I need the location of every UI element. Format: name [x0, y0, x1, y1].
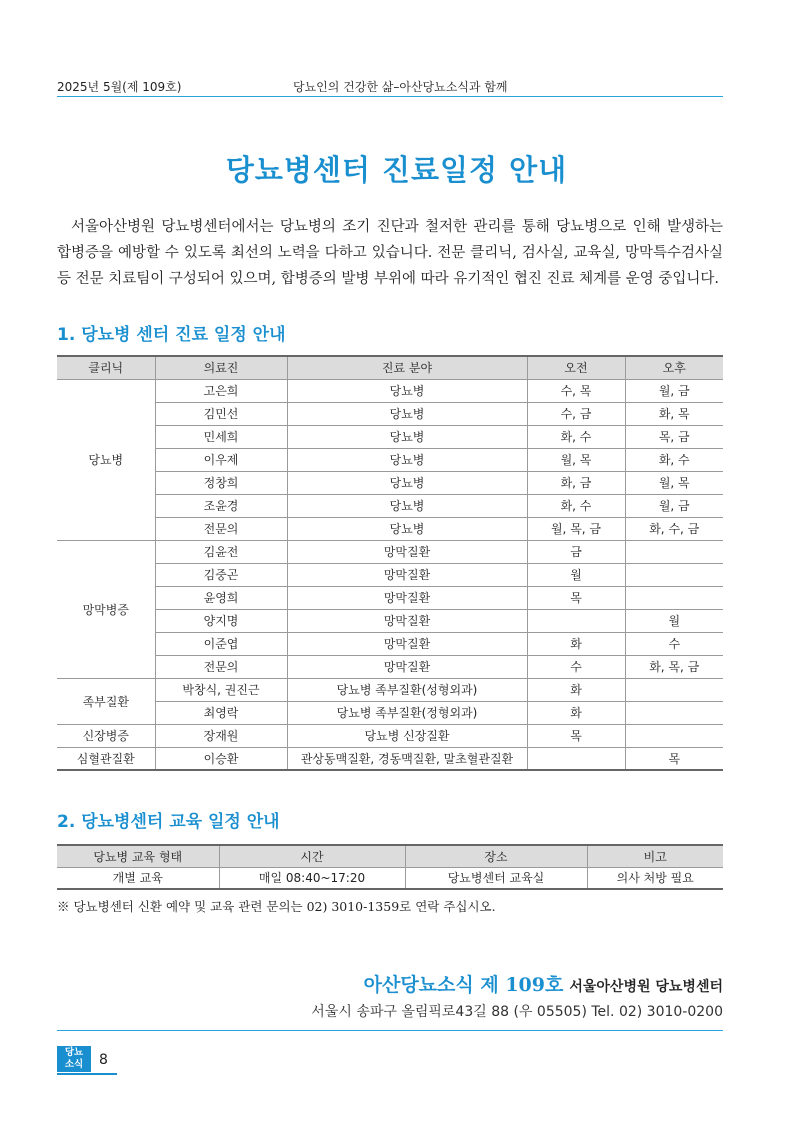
pm-cell: [625, 563, 723, 586]
am-cell: 화, 금: [527, 471, 625, 494]
doctor-cell: 전문의: [155, 517, 287, 540]
clinic-cell: 심혈관질환: [57, 747, 155, 770]
table-row: [57, 586, 723, 609]
field-cell: 당뇨병: [287, 379, 527, 402]
table-row: [57, 701, 723, 724]
pm-cell: 화, 수, 금: [625, 517, 723, 540]
am-cell: 화: [527, 701, 625, 724]
doctor-cell: 장재원: [155, 724, 287, 747]
pm-cell: 화, 수: [625, 448, 723, 471]
pm-cell: 화, 목: [625, 402, 723, 425]
col-header-time: 시간: [219, 845, 405, 867]
table-header-row: [57, 356, 723, 379]
pm-cell: 수: [625, 632, 723, 655]
page-title: 당뇨병센터 진료일정 안내: [225, 153, 568, 187]
table-row: [57, 724, 723, 747]
table-row: [57, 402, 723, 425]
am-cell: 목: [527, 586, 625, 609]
col-header-type: 당뇨병 교육 형태: [57, 845, 219, 867]
col-header-pm: 오후: [625, 356, 723, 379]
badge-line-1: 당뇨: [64, 1047, 84, 1058]
section-2-title: 2. 당뇨병센터 교육 일정 안내: [57, 812, 280, 832]
pm-cell: [625, 724, 723, 747]
col-header-field: 진료 분야: [287, 356, 527, 379]
clinic-cell: 망막병증: [57, 540, 155, 678]
footer-address: 서울시 송파구 올림픽로43길 88 (우 05505) Tel. 02) 3010-0200: [311, 1004, 723, 1020]
pm-cell: 목: [625, 747, 723, 770]
am-cell: 금: [527, 540, 625, 563]
clinic-cell: 족부질환: [57, 678, 155, 724]
table-row: [57, 867, 723, 889]
remark-cell: 의사 처방 필요: [587, 867, 723, 889]
doctor-cell: 이우제: [155, 448, 287, 471]
field-cell: 망막질환: [287, 563, 527, 586]
am-cell: [527, 609, 625, 632]
table-row: [57, 379, 723, 402]
field-cell: 망막질환: [287, 655, 527, 678]
field-cell: 당뇨병: [287, 448, 527, 471]
table-row: [57, 517, 723, 540]
education-schedule-table: [57, 844, 723, 890]
table-row: [57, 471, 723, 494]
field-cell: 당뇨병: [287, 494, 527, 517]
page-number-underline: [57, 1073, 117, 1075]
pm-cell: 목, 금: [625, 425, 723, 448]
time-cell: 매일 08:40~17:20: [219, 867, 405, 889]
doctor-cell: 이승환: [155, 747, 287, 770]
page-badge: [57, 1046, 91, 1072]
field-cell: 당뇨병: [287, 471, 527, 494]
doctor-cell: 조윤경: [155, 494, 287, 517]
field-cell: 당뇨병: [287, 517, 527, 540]
header-divider: [57, 96, 723, 97]
place-cell: 당뇨병센터 교육실: [405, 867, 587, 889]
series-title: 당뇨인의 건강한 삶–아산당뇨소식과 함께: [293, 80, 508, 94]
clinic-cell: 당뇨병: [57, 379, 155, 540]
table-row: [57, 563, 723, 586]
am-cell: [527, 747, 625, 770]
field-cell: 당뇨병 족부질환(정형외과): [287, 701, 527, 724]
doctor-cell: 양지명: [155, 609, 287, 632]
pm-cell: [625, 678, 723, 701]
doctor-cell: 이준엽: [155, 632, 287, 655]
field-cell: 망막질환: [287, 632, 527, 655]
table-row: [57, 632, 723, 655]
col-header-doctor: 의료진: [155, 356, 287, 379]
table-row: [57, 540, 723, 563]
pm-cell: 월, 금: [625, 379, 723, 402]
table-row: [57, 425, 723, 448]
doctor-cell: 민세희: [155, 425, 287, 448]
am-cell: 수: [527, 655, 625, 678]
table-row: [57, 448, 723, 471]
pm-cell: [625, 540, 723, 563]
running-header: [57, 78, 723, 96]
pm-cell: 월, 목: [625, 471, 723, 494]
pm-cell: [625, 586, 723, 609]
field-cell: 망막질환: [287, 540, 527, 563]
am-cell: 화, 수: [527, 425, 625, 448]
field-cell: 당뇨병: [287, 425, 527, 448]
doctor-cell: 박창식, 권진근: [155, 678, 287, 701]
col-header-place: 장소: [405, 845, 587, 867]
clinic-cell: 신장병증: [57, 724, 155, 747]
am-cell: 월, 목: [527, 448, 625, 471]
pm-cell: 월, 금: [625, 494, 723, 517]
intro-paragraph: [57, 214, 723, 292]
pm-cell: 화, 목, 금: [625, 655, 723, 678]
field-cell: 망막질환: [287, 609, 527, 632]
section-1-title: 1. 당뇨병 센터 진료 일정 안내: [57, 325, 286, 345]
table-row: [57, 494, 723, 517]
am-cell: 월: [527, 563, 625, 586]
doctor-cell: 고은희: [155, 379, 287, 402]
am-cell: 화: [527, 678, 625, 701]
col-header-am: 오전: [527, 356, 625, 379]
clinic-schedule-table: [57, 355, 723, 771]
field-cell: 망막질환: [287, 586, 527, 609]
intro-text: 서울아산병원 당뇨병센터에서는 당뇨병의 조기 진단과 철저한 관리를 통해 당뇨병으로 인해 발생하는 합병증을 예방할 수 있도록 최선의 노력을 다하고 있습니다. 전문 클리닉, 검사실, 교육실, 망막특수검사실 등 전문 치료팀이 구성되어 있으며, 합병증의 발병 부위에 따라 유기적인 협진 진료 체계를 운영 중입니다.: [57, 219, 723, 287]
am-cell: 목: [527, 724, 625, 747]
doctor-cell: 정창희: [155, 471, 287, 494]
badge-line-2: 소식: [64, 1059, 84, 1070]
table-header-row: [57, 845, 723, 867]
am-cell: 화, 수: [527, 494, 625, 517]
pm-cell: 월: [625, 609, 723, 632]
col-header-remark: 비고: [587, 845, 723, 867]
doctor-cell: 윤영희: [155, 586, 287, 609]
pm-cell: [625, 701, 723, 724]
field-cell: 당뇨병 신장질환: [287, 724, 527, 747]
doctor-cell: 김중곤: [155, 563, 287, 586]
field-cell: 당뇨병 족부질환(성형외과): [287, 678, 527, 701]
col-header-clinic: 클리닉: [57, 356, 155, 379]
organization-name: 서울아산병원 당뇨병센터: [569, 979, 723, 995]
table-row: [57, 655, 723, 678]
type-cell: 개별 교육: [57, 867, 219, 889]
am-cell: 월, 목, 금: [527, 517, 625, 540]
footer-divider: [57, 1030, 723, 1031]
issue-label: 2025년 5월(제 109호): [57, 80, 182, 94]
am-cell: 수, 금: [527, 402, 625, 425]
newsletter-name: 아산당뇨소식 제 109호: [363, 974, 564, 996]
contact-note: ※ 당뇨병센터 신환 예약 및 교육 관련 문의는 02) 3010-1359로 연락 주십시오.: [57, 899, 496, 914]
field-cell: 당뇨병: [287, 402, 527, 425]
table-row: [57, 609, 723, 632]
doctor-cell: 김윤전: [155, 540, 287, 563]
page-number: 8: [99, 1052, 108, 1068]
field-cell: 관상동맥질환, 경동맥질환, 말초혈관질환: [287, 747, 527, 770]
table-row: [57, 747, 723, 770]
am-cell: 수, 목: [527, 379, 625, 402]
table-row: [57, 678, 723, 701]
doctor-cell: 김민선: [155, 402, 287, 425]
am-cell: 화: [527, 632, 625, 655]
doctor-cell: 최영락: [155, 701, 287, 724]
doctor-cell: 전문의: [155, 655, 287, 678]
footer-masthead: [364, 970, 723, 997]
